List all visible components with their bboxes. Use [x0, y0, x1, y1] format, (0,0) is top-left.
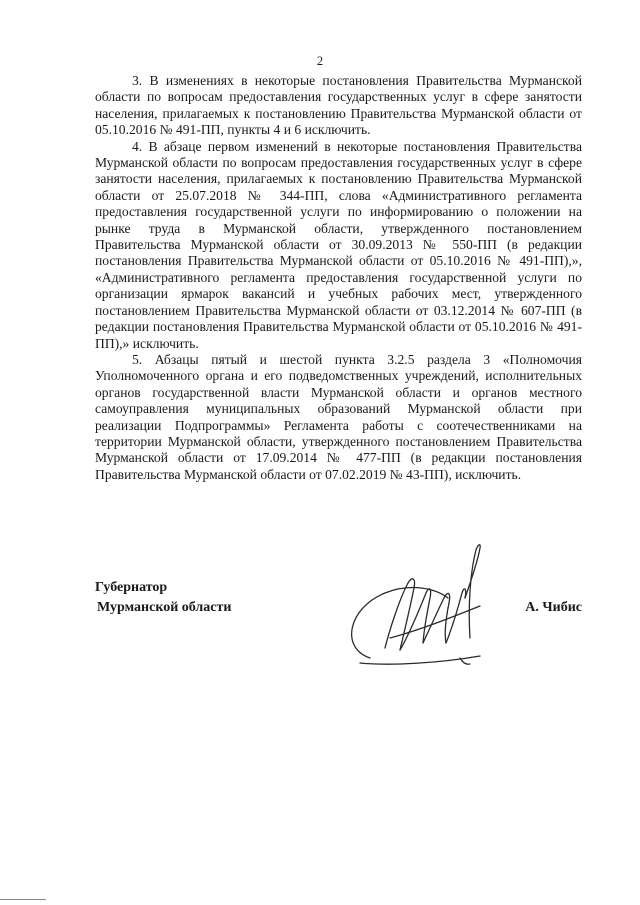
- paragraph-5: 5. Абзацы пятый и шестой пункта 3.2.5 раздела 3 «Полномочия Уполномоченного органа и его подведомственных учреждений, исполнительных органов государственной власти Мурманской области и органов местного самоуправления муниципальных образований Мурманской области при реализации Подпрограммы» Регламента работы с соотечественниками на территории Мурманской области, утвержденного постановлением Правительства Мурманской области от 17.09.2014 № 477-ПП (в редакции постановления Правительства Мурманской области от 07.02.2019 № 43-ПП), исключить.: [95, 351, 582, 482]
- page-number: 2: [316, 54, 324, 68]
- paragraph-4: 4. В абзаце первом изменений в некоторые постановления Правительства Мурманской области по вопросам предоставления государственных услуг в сфере занятости населения, прилагаемых к постановлению Правительства Мурманской области от 25.07.2018 № 344-ПП, слова «Административного регламента предоставления государственной услуги по информированию о положении на рынке труда в Мурманской области, утвержденного постановлением Правительства Мурманской области от 30.09.2013 № 550-ПП (в редакции постановления Правительства Мурманской области от 05.10.2016 № 491-ПП),», «Административного регламента предоставления государственной услуги по организации ярмарок вакансий и учебных рабочих мест, утвержденного постановлением Правительства Мурманской области от 03.12.2014 № 607-ПП (в редакции постановления Правительства Мурманской области от 05.10.2016 № 491-ПП),» исключить.: [95, 138, 582, 351]
- scan-edge-mark: [0, 899, 46, 900]
- signatory-title-line2: Мурманской области: [97, 600, 232, 615]
- signatory-title: [95, 578, 231, 618]
- signatory-name: А. Чибис: [525, 600, 582, 615]
- handwritten-signature-icon: [330, 538, 500, 688]
- signatory-title-line1: Губернатор: [95, 580, 168, 595]
- document-body: [95, 73, 582, 483]
- paragraph-3: 3. В изменениях в некоторые постановления Правительства Мурманской области по вопросам предоставления государственных услуг в сфере занятости населения, прилагаемых к постановлению Правительства Мурманской области от 05.10.2016 № 491-ПП, пункты 4 и 6 исключить.: [95, 73, 582, 138]
- signature-block: [95, 578, 582, 688]
